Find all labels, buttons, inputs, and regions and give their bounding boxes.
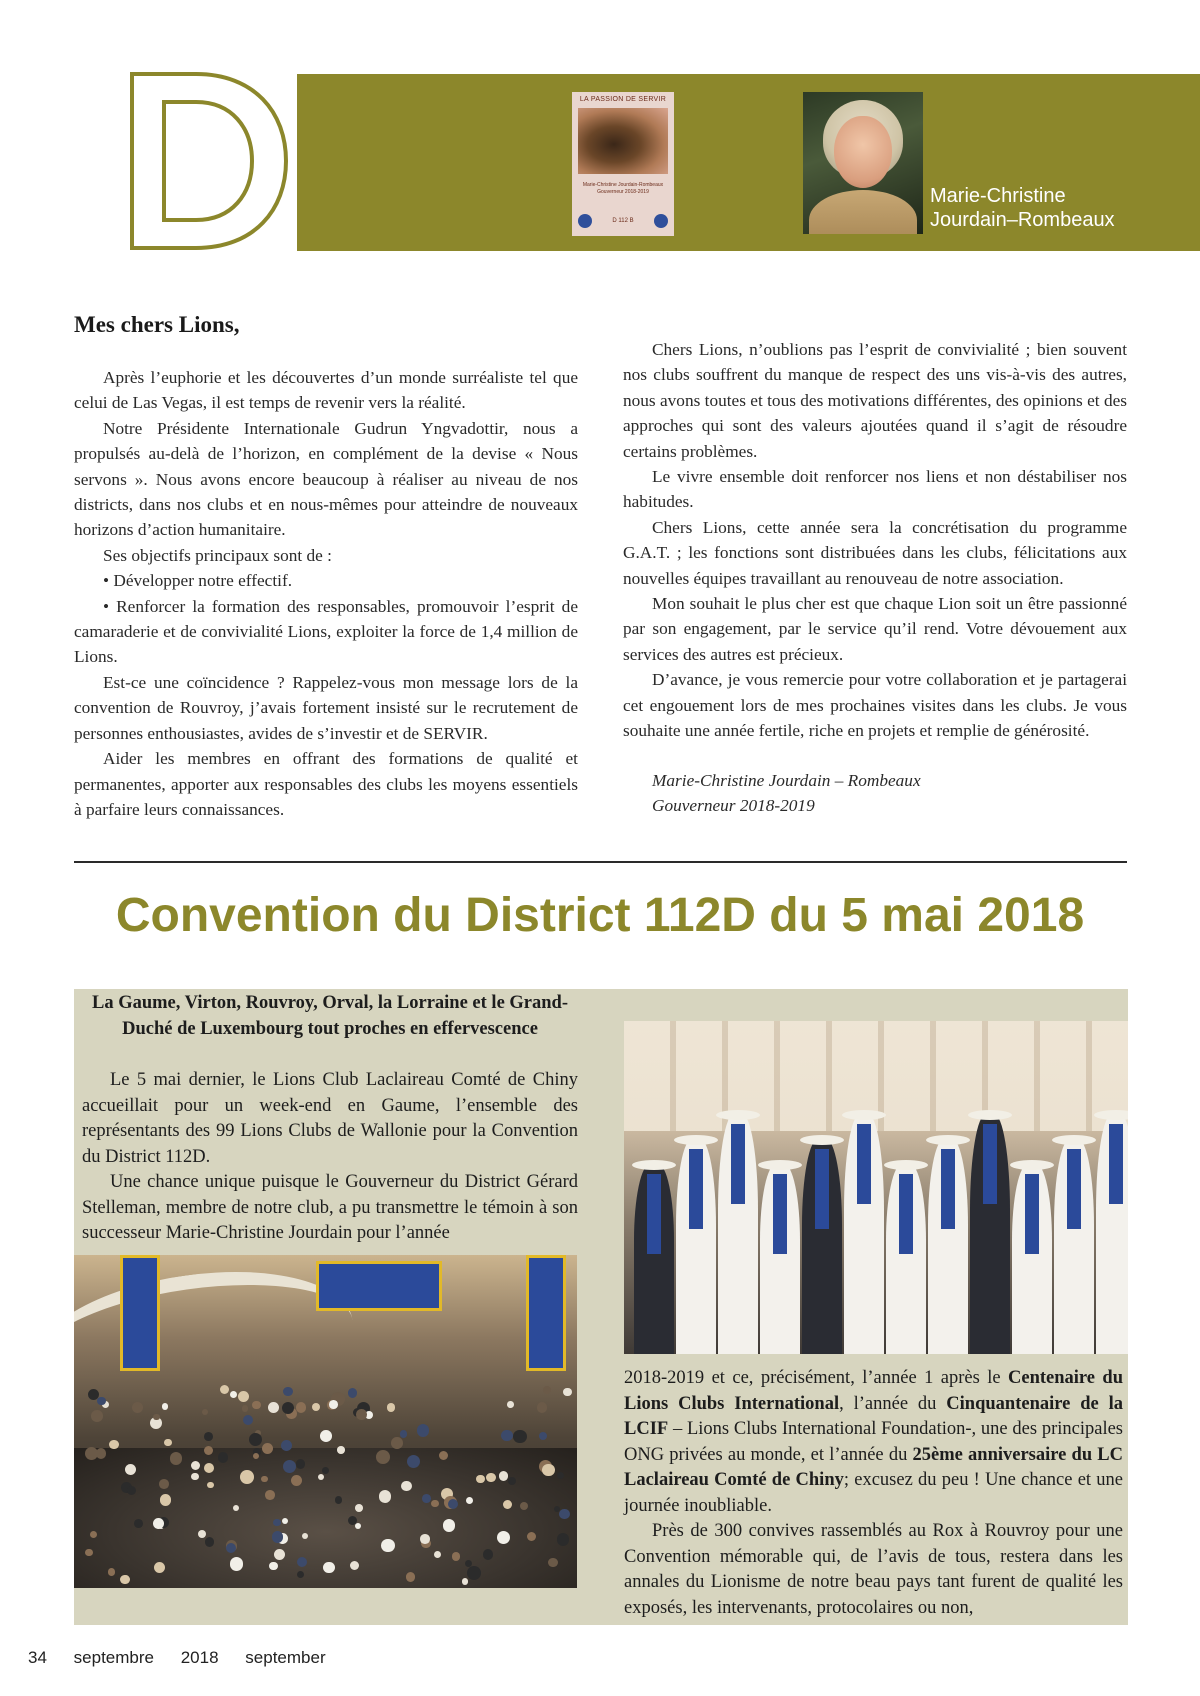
- crowd-figure: [198, 1530, 206, 1538]
- crowd-figure: [379, 1490, 392, 1503]
- crowd-figure: [91, 1410, 103, 1422]
- article-paragraph-2: Près de 300 convives rassemblés au Rox à Rouvroy pour une Convention mémorable qui, de l’avis de tous, restera dans les annales du Lionisme de notre beau pays tant furent de qualité les exposés, les intervenants, protocolaires ou non,: [624, 1521, 1123, 1618]
- crowd-figure: [559, 1509, 569, 1519]
- crowd-figure: [269, 1562, 277, 1570]
- crowd-figure: [348, 1388, 358, 1398]
- crowd-figure: [434, 1551, 441, 1558]
- letter-salutation: Mes chers Lions,: [74, 312, 240, 337]
- crowd-figure: [296, 1402, 307, 1413]
- highlight-cinquantenaire: Cinquantenaire de la LCIF: [624, 1393, 1123, 1439]
- crowd-figure: [164, 1439, 171, 1446]
- crowd-figure: [400, 1430, 407, 1437]
- crowd-figure: [283, 1387, 293, 1397]
- author-portrait: [803, 92, 923, 234]
- footer-month-en: september: [245, 1648, 326, 1667]
- article-paragraph: Une chance unique puisque le Gouverneur du District Gérard Stelleman, membre de notre club, a pu transmettre le témoin à son successeur Marie-Christine Jourdain pour l’année: [82, 1172, 578, 1243]
- initial-letter-d: [126, 68, 292, 254]
- letter-bullet: • Renforcer la formation des responsables, promouvoir l’esprit de camaraderie et de convivialité Lions, exploiter la force de 1,4 million de Lions.: [74, 596, 578, 667]
- author-name-line2: Jourdain–Rombeaux: [930, 209, 1115, 231]
- letter-paragraph: Le vivre ensemble doit renforcer nos liens et non déstabiliser nos habitudes.: [623, 467, 1127, 512]
- crowd-figure: [272, 1531, 283, 1542]
- letter-left-column: [74, 365, 578, 822]
- article-paragraph: Le 5 mai dernier, le Lions Club Laclaireau Comté de Chiny accueillait pour un week-end en Gaume, l’ensemble des représentants des 99 Lions Clubs de Wallonie pour la Convention du District 112D.: [82, 1070, 578, 1167]
- crowd-figure: [134, 1519, 143, 1528]
- straw-hat: [758, 1160, 802, 1170]
- crowd-figure: [153, 1518, 164, 1529]
- lions-scarf: [1109, 1124, 1123, 1204]
- crowd-figure: [483, 1549, 493, 1559]
- crowd-figure: [90, 1531, 97, 1538]
- crowd-figure: [159, 1479, 169, 1489]
- lions-logo-icon: [578, 214, 592, 228]
- crowd-figure: [563, 1388, 571, 1396]
- crowd-figure: [476, 1475, 484, 1483]
- crowd-figure: [243, 1415, 253, 1425]
- letter-paragraph: Chers Lions, n’oublions pas l’esprit de convivialité ; bien souvent nos clubs souffrent du manque de respect des uns vis-à-vis des autres, nous avons toutes et tous des motivations différentes, des opinions et des approches qui sont des valeurs ajoutées quand il s’agit de résoudre certains problèmes.: [623, 340, 1127, 461]
- crowd-figure: [252, 1401, 261, 1410]
- crowd-figure: [296, 1459, 306, 1469]
- crowd-figure: [249, 1433, 262, 1446]
- lions-scarf: [731, 1124, 745, 1204]
- crowd-figure: [355, 1523, 361, 1529]
- crowd-figure: [88, 1389, 99, 1400]
- crowd-figure: [281, 1440, 292, 1451]
- lions-scarf: [689, 1149, 703, 1229]
- footer-year: 2018: [180, 1648, 219, 1667]
- straw-hat: [716, 1110, 760, 1120]
- crowd-figure: [265, 1490, 275, 1500]
- letter-paragraph: Chers Lions, cette année sera la concrétisation du programme G.A.T. ; les fonctions sont distribuées dans les clubs, félicitations aux nouvelles équipes travaillant au renouveau de notre association.: [623, 517, 1127, 588]
- crowd-figure: [218, 1452, 228, 1462]
- lions-scarf: [773, 1174, 787, 1254]
- straw-hat: [674, 1135, 718, 1145]
- crowd-figure: [268, 1402, 279, 1413]
- crowd-figure: [204, 1432, 213, 1441]
- crowd-figure: [320, 1430, 332, 1442]
- crowd-figure: [120, 1575, 130, 1585]
- crowd-figure: [238, 1391, 250, 1403]
- article-title: Convention du District 112D du 5 mai 2018: [115, 889, 1085, 942]
- article-left-column: [82, 1068, 578, 1247]
- straw-hat: [926, 1135, 970, 1145]
- crowd-figure: [204, 1446, 213, 1455]
- book-title: LA PASSION DE SERVIR: [579, 96, 667, 103]
- page-number: 34: [28, 1648, 47, 1667]
- crowd-figure: [273, 1519, 281, 1527]
- crowd-figure: [312, 1403, 320, 1411]
- author-name: [930, 184, 1170, 232]
- article-subtitle: La Gaume, Virton, Rouvroy, Orval, la Lorraine et le Grand-Duché de Luxembourg tout proches en effervescence: [91, 993, 568, 1039]
- signature-title: Gouverneur 2018-2019: [652, 796, 815, 816]
- crowd-figure: [160, 1494, 171, 1505]
- crowd-figure: [283, 1460, 296, 1473]
- crowd-figure: [527, 1532, 536, 1541]
- signature-name: Marie-Christine Jourdain – Rombeaux: [652, 771, 921, 790]
- crowd-figure: [542, 1464, 555, 1477]
- crowd-figure: [162, 1403, 169, 1410]
- lions-scarf: [899, 1174, 913, 1254]
- crowd-figure: [356, 1409, 366, 1419]
- crowd-figure: [329, 1400, 338, 1409]
- book-cover-art: [578, 108, 668, 174]
- letter-paragraph: D’avance, je vous remercie pour votre collaboration et je partagerai cet engouement lors de mes prochaines visites dans les clubs. Je vous souhaite une année fertile, riche en projets et remplie de générosité.: [623, 670, 1127, 741]
- crowd-figure: [207, 1482, 213, 1488]
- book-cover-image: [572, 92, 674, 236]
- crowd-figure: [539, 1432, 547, 1440]
- crowd-figure: [191, 1473, 198, 1480]
- letter-paragraph: Mon souhait le plus cher est que chaque Lion soit un être passionné par son engagement, par le service qu’il rend. Votre dévouement aux services des autres est précieux.: [623, 594, 1127, 664]
- crowd-figure: [391, 1437, 403, 1449]
- crowd-figure: [240, 1470, 254, 1484]
- crowd-figure: [417, 1424, 429, 1436]
- lions-scarf: [983, 1124, 997, 1204]
- lions-group-photo: [624, 1021, 1128, 1354]
- crowd-figure: [376, 1450, 390, 1464]
- crowd-figure: [132, 1402, 143, 1413]
- straw-hat: [968, 1110, 1012, 1120]
- straw-hat: [632, 1160, 676, 1170]
- lions-scarf: [1025, 1174, 1039, 1254]
- district-logo-icon: [654, 214, 668, 228]
- crowd-figure: [261, 1476, 267, 1482]
- crowd-figure: [557, 1533, 570, 1546]
- highlight-anniversaire: 25ème anniversaire du LC Laclaireau Comté de Chiny: [624, 1444, 1123, 1490]
- article-paragraph-1: 2018-2019 et ce, précisément, l’année 1 après le Centenaire du Lions Clubs International, l’année du Cinquantenaire de la LCIF – Lions Clubs International Foundation-, une des principales ONG privées au monde, et l’année du 25ème anniversaire du LC Laclaireau Comté de Chiny; excusez du peu ! Une chance et une journée inoubliable.: [624, 1368, 1123, 1516]
- letter-paragraph: Ses objectifs principaux sont de :: [103, 545, 332, 565]
- crowd-figure: [233, 1505, 239, 1511]
- crowd-figure: [452, 1552, 460, 1560]
- letter-paragraph: Est-ce une coïncidence ? Rappelez-vous mon message lors de la convention de Rouvroy, j’avais fortement insisté sur le recrutement de personnes enthousiastes, avides de s’investir et de SERVIR.: [74, 672, 578, 743]
- crowd-figure: [170, 1452, 183, 1465]
- book-footer-text: D 112 B: [612, 218, 634, 224]
- crowd-figure: [406, 1572, 415, 1581]
- straw-hat: [884, 1160, 928, 1170]
- crowd-figure: [443, 1519, 456, 1532]
- crowd-figure: [291, 1475, 302, 1486]
- lions-scarf: [647, 1174, 661, 1254]
- book-subtitle: Marie-Christine Jourdain-Rombeaux Gouverneur 2018-2019: [582, 182, 664, 195]
- crowd-figure: [499, 1471, 509, 1481]
- letter-bullet: • Développer notre effectif.: [103, 571, 293, 591]
- lions-scarf: [857, 1124, 871, 1204]
- crowd-figure: [337, 1446, 345, 1454]
- crowd-figure: [108, 1568, 115, 1575]
- crowd-figure: [431, 1500, 438, 1507]
- crowd-figure: [381, 1539, 394, 1552]
- lions-scarf: [815, 1149, 829, 1229]
- letter-signature: [652, 768, 921, 819]
- crowd-figure: [501, 1430, 512, 1441]
- crowd-figure: [387, 1403, 396, 1412]
- straw-hat: [1052, 1135, 1096, 1145]
- author-name-line1: Marie-Christine: [930, 185, 1066, 207]
- straw-hat: [800, 1135, 844, 1145]
- lions-scarf: [1067, 1149, 1081, 1229]
- page-footer: [28, 1648, 348, 1668]
- section-divider: [74, 861, 1127, 863]
- letter-paragraph: Après l’euphorie et les découvertes d’un monde surréaliste tel que celui de Las Vegas, il est temps de revenir vers la réalité.: [74, 368, 578, 413]
- crowd-figure: [508, 1477, 516, 1485]
- straw-hat: [842, 1110, 886, 1120]
- crowd-figure: [323, 1562, 334, 1573]
- crowd-figure: [422, 1494, 431, 1503]
- crowd-figure: [202, 1409, 208, 1415]
- highlight-centenaire: Centenaire du Lions Clubs International: [624, 1368, 1123, 1414]
- crowd-figure: [543, 1386, 551, 1394]
- straw-hat: [1010, 1160, 1054, 1170]
- footer-month-fr: septembre: [73, 1648, 154, 1667]
- crowd-figure: [420, 1534, 429, 1543]
- crowd-figure: [322, 1467, 329, 1474]
- crowd-figure: [153, 1414, 160, 1421]
- crowd-figure: [537, 1402, 547, 1412]
- article-right-column: [624, 1366, 1123, 1621]
- lions-scarf: [941, 1149, 955, 1229]
- crowd-figure: [230, 1557, 244, 1571]
- letter-paragraph: Notre Présidente Internationale Gudrun Yngvadottir, nous a propulsés au-delà de l’horizon, en complément de la devise « Nous servons ». Nous avons encore beaucoup à réaliser au niveau de nos districts, dans nos clubs et en nous-mêmes pour atteindre de nouveaux horizons d’action humanitaire.: [74, 418, 578, 540]
- crowd-figure: [407, 1455, 420, 1468]
- crowd-figure: [448, 1499, 458, 1509]
- convention-crowd-photo: [74, 1255, 577, 1588]
- crowd-figure: [242, 1405, 249, 1412]
- crowd-figure: [507, 1401, 514, 1408]
- letter-paragraph: Aider les membres en offrant des formations de qualité et permanentes, apporter aux responsables des clubs les moyens essentiels à parfaire leurs connaissances.: [74, 749, 578, 819]
- crowd-figure: [513, 1430, 527, 1444]
- letter-right-column: [623, 337, 1127, 744]
- crowd-figure: [462, 1578, 468, 1584]
